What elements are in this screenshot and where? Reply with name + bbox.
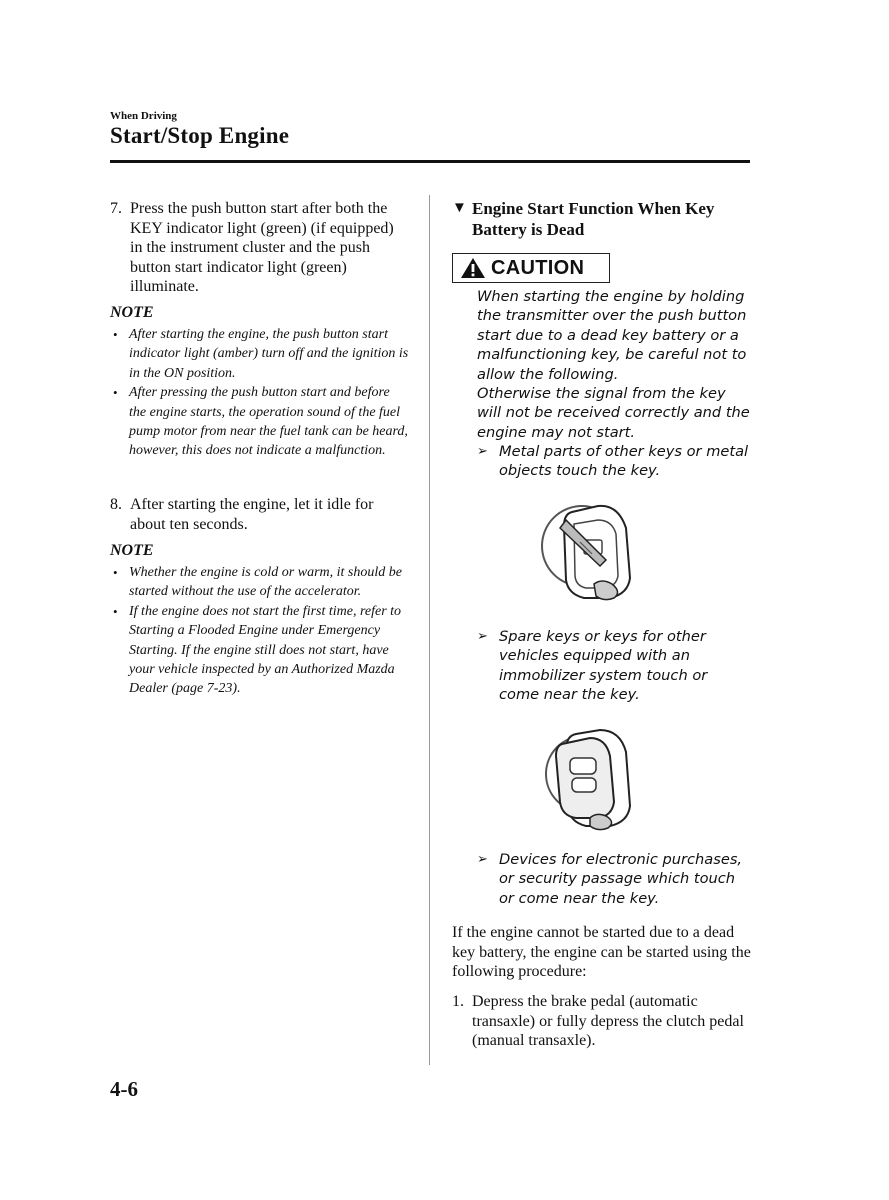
section-heading-text: Engine Start Function When Key Battery is Dead [472, 199, 715, 239]
step-1 [452, 992, 752, 1051]
note-title: NOTE [110, 542, 154, 559]
note-item: • If the engine does not start the first time, refer to Starting a Flooded Engine under Emergency Starting. If the engine still does not start, have your vehicle inspected by an Authorized Mazda Dealer (page 7-23). [110, 602, 410, 699]
caution-box [452, 253, 610, 283]
arrow-bullet-icon: ➢ [477, 852, 488, 867]
caution-label: CAUTION [491, 256, 585, 279]
caution-item-2 [477, 627, 752, 705]
note-item: • After starting the engine, the push button start indicator light (amber) turn off and the ignition is in the ON position. [110, 325, 410, 383]
page-title: Start/Stop Engine [110, 123, 290, 148]
note-list [110, 563, 410, 699]
key-with-metal-illustration [540, 498, 640, 606]
title-rule [110, 160, 750, 163]
note-list [110, 325, 410, 461]
note-block-2 [110, 542, 410, 699]
note-item: • After pressing the push button start and before the engine starts, the operation sound of the fuel pump motor from near the fuel tank can be heard, however, this does not indicate a malfunction. [110, 383, 410, 461]
step-number: 1. [452, 993, 464, 1010]
column-divider [429, 195, 430, 1065]
step-number: 8. [110, 496, 122, 513]
caution-item-text: Devices for electronic purchases, or security passage which touch or come near the key. [499, 851, 743, 907]
caution-item-text: Metal parts of other keys or metal objects touch the key. [499, 443, 749, 480]
caution-item-3 [477, 850, 752, 908]
step-7 [110, 199, 410, 297]
note-title: NOTE [110, 304, 154, 321]
body-paragraph: If the engine cannot be started due to a dead key battery, the engine can be started using the following procedure: [452, 924, 751, 980]
step-text: Depress the brake pedal (automatic transaxle) or fully depress the clutch pedal (manual transaxle). [472, 993, 744, 1049]
step-8 [110, 495, 410, 534]
triangle-marker-icon: ▼ [452, 200, 467, 216]
step-text: After starting the engine, let it idle for about ten seconds. [130, 496, 374, 533]
two-keys-illustration [540, 722, 640, 834]
note-item: • Whether the engine is cold or warm, it should be started without the use of the accelerator. [110, 563, 410, 602]
section-heading [452, 198, 752, 240]
caution-item-1 [477, 442, 752, 481]
warning-icon [460, 257, 486, 279]
step-number: 7. [110, 200, 122, 217]
section-label: When Driving [110, 110, 177, 122]
caution-text: When starting the engine by holding the transmitter over the push button start due to a dead key battery or a malfunctioning key, be careful not to allow the following. Otherwise the signal from the key will not be received correctly and the engine may not start. [477, 288, 750, 441]
arrow-bullet-icon: ➢ [477, 444, 488, 459]
arrow-bullet-icon: ➢ [477, 629, 488, 644]
caution-item-text: Spare keys or keys for other vehicles equipped with an immobilizer system touch or come near the key. [499, 628, 708, 704]
step-text: Press the push button start after both the KEY indicator light (green) (if equipped) in the instrument cluster and the push button start indicator light (green) illuminate. [130, 200, 394, 295]
note-block-1 [110, 304, 410, 461]
page-number: 4-6 [110, 1077, 138, 1101]
